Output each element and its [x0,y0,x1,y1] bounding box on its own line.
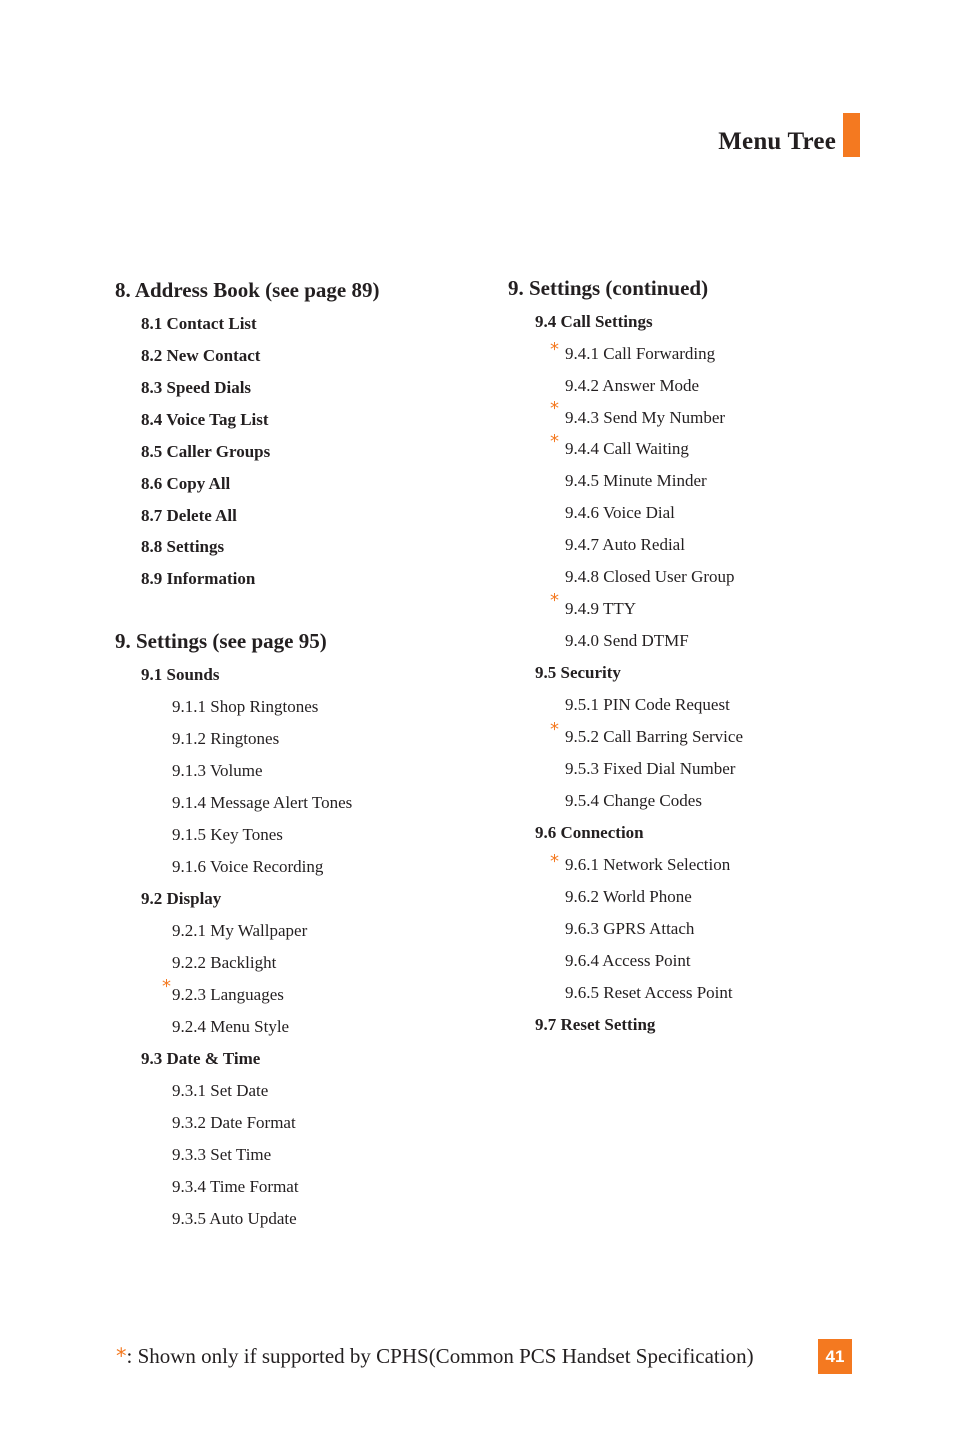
menu-item: 9.4.5 Minute Minder [565,471,707,490]
menu-item: 8.4 Voice Tag List [141,410,269,429]
section-heading-address-book: 8. Address Book (see page 89) [115,278,380,302]
menu-item: 9.5.4 Change Codes [565,791,702,810]
menu-item: 9.5.1 PIN Code Request [565,695,730,714]
menu-item: 9.4.9 TTY [565,599,636,618]
page-title: Menu Tree [718,128,836,155]
menu-item: 9.4.8 Closed User Group [565,567,735,586]
menu-item: 9.3.3 Set Time [172,1145,272,1164]
menu-item: 9.3.5 Auto Update [172,1209,297,1228]
menu-item: 8.7 Delete All [141,506,237,525]
menu-item: 8.1 Contact List [141,314,257,333]
menu-item: 8.9 Information [141,569,256,588]
menu-item: 9.1.4 Message Alert Tones [172,793,353,812]
cphs-asterisk-icon: * [550,719,559,740]
menu-item: 8.8 Settings [141,537,225,556]
submenu-heading: 9.4 Call Settings [535,312,653,331]
cphs-asterisk-icon: * [550,431,559,452]
menu-item: 9.5.2 Call Barring Service [565,727,743,746]
menu-item: 9.6.2 World Phone [565,887,692,906]
section-heading-settings-continued: 9. Settings (continued) [508,276,709,300]
menu-item: 9.6.1 Network Selection [565,855,731,874]
cphs-asterisk-icon: * [116,1344,127,1368]
cphs-asterisk-icon: * [162,976,171,997]
menu-item: 8.6 Copy All [141,474,231,493]
menu-item: 9.4.4 Call Waiting [565,439,689,458]
submenu-heading: 9.5 Security [535,663,621,682]
menu-item: 9.1.2 Ringtones [172,729,280,748]
menu-item: 9.1.3 Volume [172,761,263,780]
menu-item: 9.3.4 Time Format [172,1177,299,1196]
menu-item: 9.6.3 GPRS Attach [565,919,695,938]
page-number: 41 [818,1339,852,1374]
menu-item: 9.4.0 Send DTMF [565,631,689,650]
menu-item: 9.3.1 Set Date [172,1081,269,1100]
menu-item: 9.1.6 Voice Recording [172,857,324,876]
section-heading-settings: 9. Settings (see page 95) [115,629,327,653]
menu-item: 8.5 Caller Groups [141,442,271,461]
cphs-asterisk-icon: * [550,339,559,360]
menu-item: 9.4.7 Auto Redial [565,535,685,554]
menu-item: 9.5.3 Fixed Dial Number [565,759,736,778]
menu-item: 8.3 Speed Dials [141,378,252,397]
menu-item: 9.6.5 Reset Access Point [565,983,733,1002]
footnote [116,1344,754,1369]
cphs-asterisk-icon: * [550,851,559,872]
menu-item: 9.2.4 Menu Style [172,1017,290,1036]
submenu-heading: 9.6 Connection [535,823,644,842]
submenu-heading: 9.1 Sounds [141,665,220,684]
menu-item: 9.4.2 Answer Mode [565,376,700,395]
header-accent-bar [843,113,860,157]
menu-item: 9.4.6 Voice Dial [565,503,675,522]
menu-item: 9.4.3 Send My Number [565,408,726,427]
cphs-asterisk-icon: * [550,398,559,419]
submenu-heading: 9.3 Date & Time [141,1049,261,1068]
submenu-heading: 9.7 Reset Setting [535,1015,656,1034]
menu-item: 9.1.5 Key Tones [172,825,283,844]
cphs-asterisk-icon: * [550,590,559,611]
menu-item: 9.2.1 My Wallpaper [172,921,308,940]
menu-item: 9.4.1 Call Forwarding [565,344,716,363]
menu-item: 9.6.4 Access Point [565,951,691,970]
menu-item: 8.2 New Contact [141,346,261,365]
submenu-heading: 9.2 Display [141,889,222,908]
menu-item: 9.2.3 Languages [172,985,284,1004]
footnote-text: : Shown only if supported by CPHS(Common PCS Handset Specification) [126,1344,754,1368]
menu-item: 9.3.2 Date Format [172,1113,296,1132]
menu-item: 9.2.2 Backlight [172,953,277,972]
menu-item: 9.1.1 Shop Ringtones [172,697,319,716]
